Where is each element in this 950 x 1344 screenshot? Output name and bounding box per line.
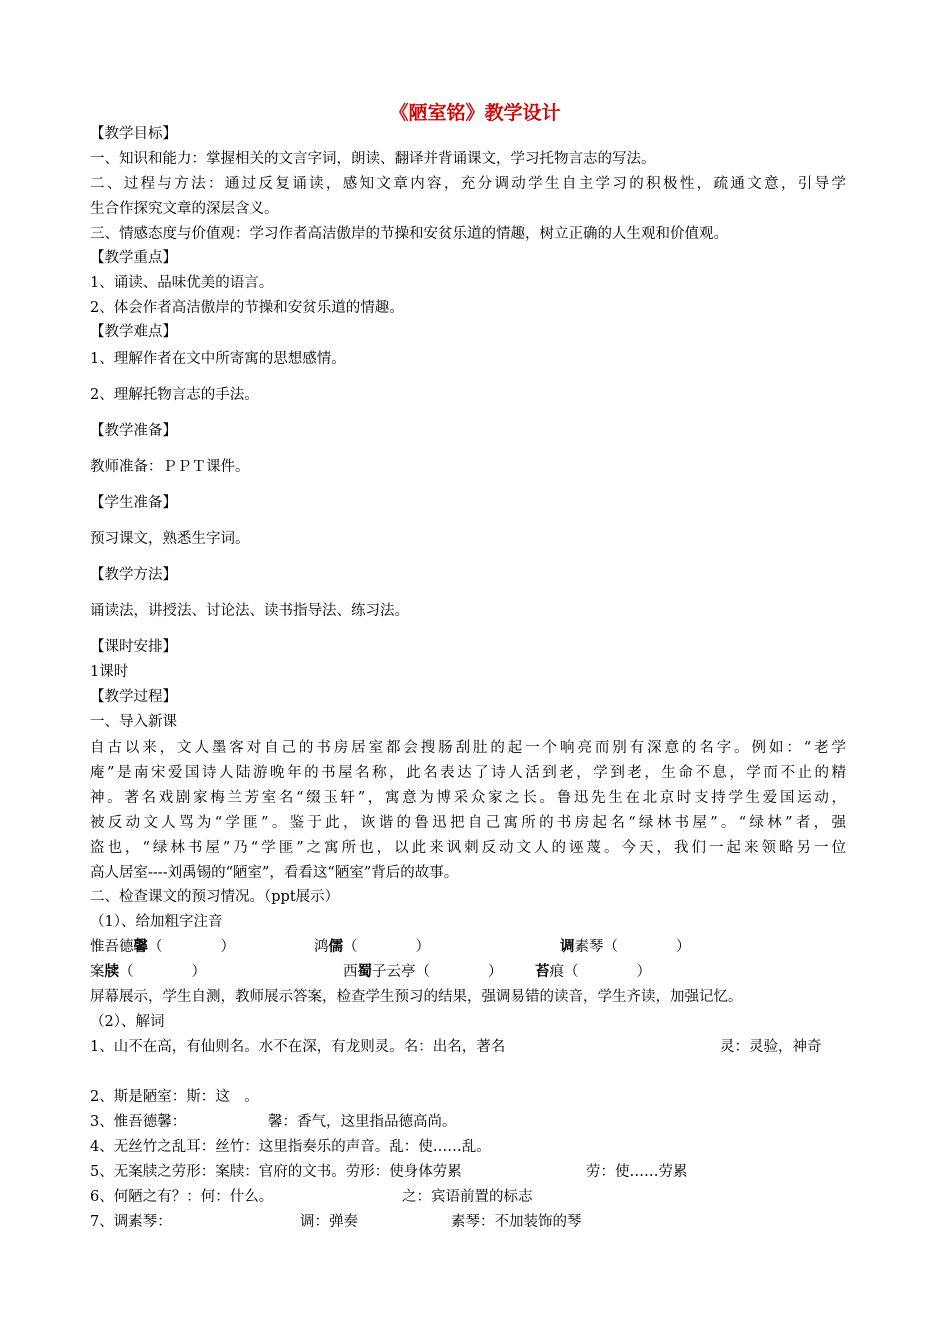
- pinyin-item: 惟吾德馨（ ）: [90, 938, 235, 955]
- pinyin-note: 屏幕展示，学生自测，教师展示答案，检查学生预习的结果，强调易错的读音，学生齐读，加强记忆。: [90, 989, 743, 1005]
- keypoints-heading: 【教学重点】: [90, 250, 177, 266]
- objectives-heading: 【教学目标】: [90, 126, 177, 142]
- page-title: 《陋室铭》教学设计: [389, 102, 561, 124]
- teacher-prep-heading: 【教学准备】: [90, 423, 177, 439]
- vocab-item-7: 7、调素琴： 调：弹奏 素琴：不加装饰的琴: [90, 1214, 582, 1230]
- pinyin-item: 案牍（ ）: [90, 963, 206, 980]
- pinyin-item: 调素琴（ ）: [560, 938, 691, 955]
- difficulties-heading: 【教学难点】: [90, 324, 177, 340]
- vocab-item-6: 6、何陋之有？：何：什么。 之：宾语前置的标志: [90, 1189, 533, 1205]
- intro-title: 一、导入新课: [90, 714, 177, 730]
- keypoint-2: 2、体会作者高洁傲岸的节操和安贫乐道的情趣。: [90, 300, 404, 316]
- check-title: 二、检查课文的预习情况。（ppt展示）: [90, 889, 340, 905]
- keypoint-1: 1、诵读、品味优美的语言。: [90, 275, 274, 291]
- objective-2b: 生合作探究文章的深层含义。: [90, 201, 279, 217]
- vocab-title: （2）、解词: [90, 1014, 165, 1030]
- student-prep-text: 预习课文，熟悉生字词。: [90, 531, 250, 547]
- intro-paragraph-line: 自古以来，文人墨客对自己的书房居室都会搜肠刮肚的起一个响亮而别有深意的名字。例如：“老学: [90, 740, 846, 756]
- vocab-item-5: 5、无案牍之劳形：案牍：官府的文书。劳形：使身体劳累 劳：使……劳累: [90, 1164, 688, 1180]
- pinyin-row-1: [90, 937, 850, 957]
- vocab-item-4: 4、无丝竹之乱耳：丝竹：这里指奏乐的声音。乱：使……乱。: [90, 1139, 491, 1155]
- objective-3: 三、情感态度与价值观：学习作者高洁傲岸的节操和安贫乐道的情趣，树立正确的人生观和价值观。: [90, 226, 728, 242]
- vocab-item-1: 1、山不在高，有仙则名。水不在深，有龙则灵。名：出名，著名 灵：灵验，神奇: [90, 1039, 822, 1055]
- difficulty-2: 2、理解托物言志的手法。: [90, 387, 259, 403]
- methods-text: 诵读法，讲授法、讨论法、读书指导法、练习法。: [90, 603, 409, 619]
- intro-paragraph-line: 高人居室----刘禹锡的“陋室”，看看这“陋室”背后的故事。: [90, 865, 459, 881]
- teacher-prep-text: 教师准备：ＰＰＴ课件。: [90, 459, 250, 475]
- objective-2a: 二、过程与方法：通过反复诵读，感知文章内容，充分调动学生自主学习的积极性，疏通文意，引导学: [90, 176, 846, 192]
- vocab-item-3: 3、惟吾德馨： 馨：香气，这里指品德高尚。: [90, 1114, 457, 1130]
- objective-1: 一、知识和能力：掌握相关的文言字词，朗读、翻译并背诵课文，学习托物言志的写法。: [90, 151, 656, 167]
- process-heading: 【教学过程】: [90, 689, 177, 705]
- intro-paragraph-line: 被反动文人骂为“学匪”。鉴于此，诙谐的鲁迅把自己寓所的书房起名“绿林书屋”。“绿林”者，强: [90, 815, 846, 831]
- schedule-text: 1课时: [90, 664, 129, 680]
- pinyin-item: 苔痕（ ）: [535, 963, 651, 980]
- methods-heading: 【教学方法】: [90, 567, 177, 583]
- intro-paragraph-line: 庵”是南宋爱国诗人陆游晚年的书屋名称，此名表达了诗人活到老，学到老，生命不息，学而不止的精: [90, 765, 846, 781]
- difficulty-1: 1、理解作者在文中所寄寓的思想感情。: [90, 351, 346, 367]
- schedule-heading: 【课时安排】: [90, 639, 177, 655]
- intro-paragraph-line: 神。著名戏剧家梅兰芳室名“缀玉轩”，寓意为博采众家之长。鲁迅先生在北京时支持学生爱国运动，: [90, 790, 846, 806]
- pinyin-item: 鸿儒（ ）: [314, 938, 430, 955]
- student-prep-heading: 【学生准备】: [90, 495, 177, 511]
- intro-paragraph-line: 盗也，“绿林书屋”乃“学匪”之寓所也，以此来讽刺反动文人的诬蔑。今天，我们一起来领略另一位: [90, 840, 846, 856]
- pinyin-row-2: [90, 962, 850, 982]
- pinyin-title: （1）、给加粗字注音: [90, 914, 223, 930]
- vocab-item-2: 2、斯是陋室：斯：这 。: [90, 1089, 259, 1105]
- pinyin-item: 西蜀子云亭（ ）: [343, 963, 503, 980]
